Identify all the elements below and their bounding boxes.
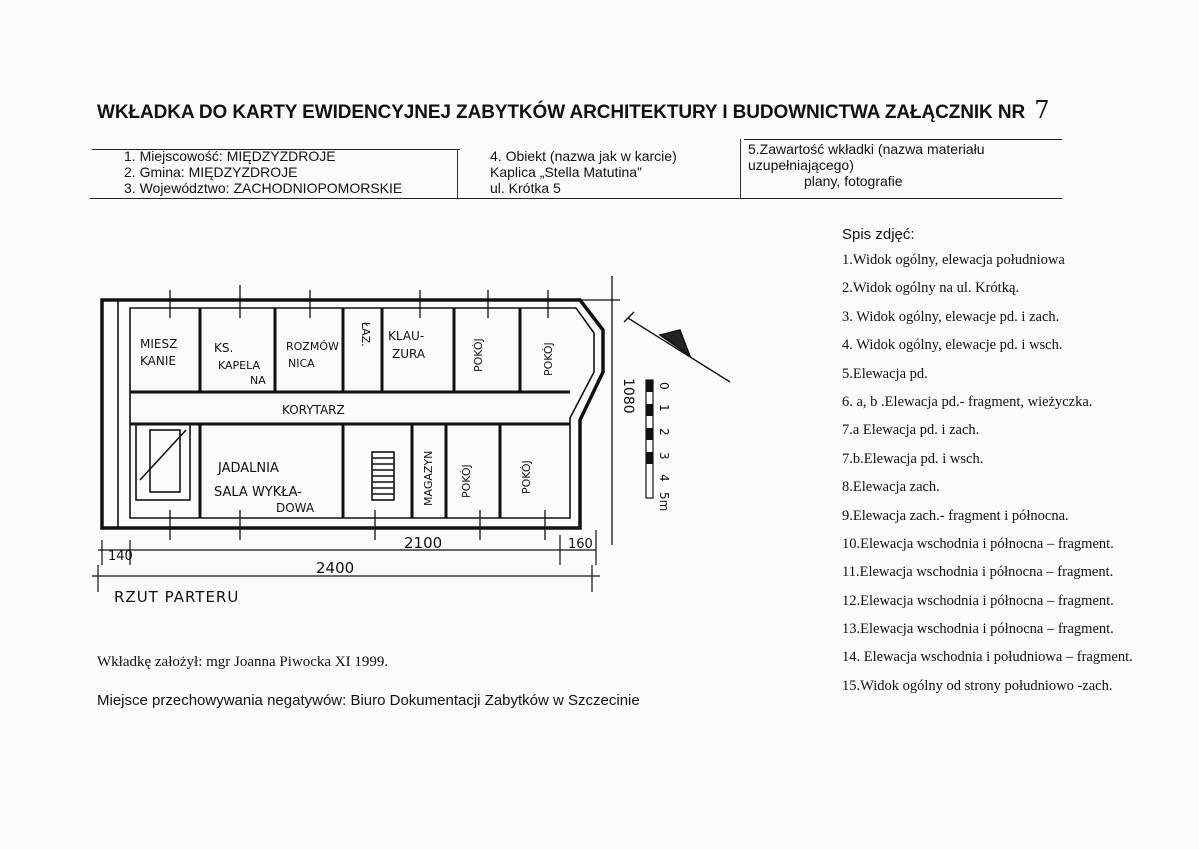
attachment-number: 7 xyxy=(1034,96,1050,124)
scale-labels xyxy=(657,382,671,511)
title-text: WKŁADKA DO KARTY EWIDENCYJNEJ ZABYTKÓW ARCHITEKTURY I BUDOWNICTWA ZAŁĄCZNIK NR xyxy=(97,102,1026,123)
north-arrow-icon xyxy=(624,312,730,382)
room-label: KAPELA xyxy=(218,359,261,372)
scale-label: 3 xyxy=(657,452,671,460)
header-object-name: Kaplica „Stella Matutina” xyxy=(490,164,642,180)
photo-list-item: 13.Elewacja wschodnia i północna – fragment. xyxy=(842,621,1114,638)
scale-label: 2 xyxy=(657,428,671,436)
room-label: SALA WYKŁA- xyxy=(214,485,302,500)
plan-axis-ticks xyxy=(170,276,620,545)
photo-list-title: Spis zdjęć: xyxy=(842,226,915,243)
photo-list-item: 14. Elewacja wschodnia i południowa – fragment. xyxy=(842,649,1133,666)
scale-label: 5m xyxy=(657,492,671,512)
dimension-label: 160 xyxy=(568,537,593,552)
room-label: KORYTARZ xyxy=(282,403,345,417)
header-contents-label-2: uzupełniającego) xyxy=(748,157,854,173)
dimension-label: 2100 xyxy=(404,534,443,552)
scale-bar-icon xyxy=(646,380,653,498)
header-voivodeship: 3. Województwo: ZACHODNIOPOMORSKIE xyxy=(124,180,403,196)
header-object-label: 4. Obiekt (nazwa jak w karcie) xyxy=(490,148,677,164)
author-line: Wkładkę założył: mgr Joanna Piwocka XI 1999. xyxy=(97,654,389,670)
header-object-address: ul. Krótka 5 xyxy=(490,180,561,196)
photo-list-item: 5.Elewacja pd. xyxy=(842,365,928,382)
photo-list-item: 11.Elewacja wschodnia i północna – fragment. xyxy=(842,564,1114,581)
room-label: KANIE xyxy=(140,354,176,368)
photo-list-item: 12.Elewacja wschodnia i północna – fragment. xyxy=(842,592,1114,609)
scale-label: 4 xyxy=(657,474,671,482)
room-label: ŁAZ. xyxy=(359,322,372,347)
room-label: MAGAZYN xyxy=(422,450,435,506)
header-contents-label: 5.Zawartość wkładki (nazwa materiału xyxy=(748,141,985,157)
plan-caption: RZUT PARTERU xyxy=(114,588,240,606)
room-label: POKÓJ xyxy=(520,460,533,494)
photo-list-item: 1.Widok ogólny, elewacja południowa xyxy=(842,252,1065,268)
photo-list xyxy=(842,250,1133,704)
dimension-label: 1080 xyxy=(620,378,636,414)
room-label: KLAU- xyxy=(388,329,425,343)
room-label: POKÓJ xyxy=(460,464,473,498)
room-label: ZURA xyxy=(392,347,426,361)
room-label: ROZMÓW xyxy=(286,340,339,353)
header-column-contents xyxy=(748,141,985,189)
floor-plan-drawing xyxy=(0,0,760,620)
photo-list-item: 8.Elewacja zach. xyxy=(842,479,940,496)
photo-list-item: 6. a, b .Elewacja pd.- fragment, wieżyczka. xyxy=(842,393,1093,410)
room-label: POKÓJ xyxy=(542,342,555,376)
scale-label: 0 xyxy=(657,382,671,390)
photo-list-item: 7.b.Elewacja pd. i wsch. xyxy=(842,450,984,467)
photo-list-item: 10.Elewacja wschodnia i północna – fragment. xyxy=(842,535,1114,552)
scale-label: 1 xyxy=(657,404,671,412)
room-label: JADALNIA xyxy=(218,461,279,476)
photo-list-item: 4. Widok ogólny, elewacje pd. i wsch. xyxy=(842,337,1063,354)
photo-list-item: 3. Widok ogólny, elewacje pd. i zach. xyxy=(842,308,1060,325)
room-label: DOWA xyxy=(276,501,315,515)
photo-list-item: 2.Widok ogólny na ul. Krótką. xyxy=(842,280,1020,297)
photo-list-item: 9.Elewacja zach.- fragment i północna. xyxy=(842,507,1069,524)
room-label: NICA xyxy=(288,357,315,370)
dimension-label: 140 xyxy=(108,549,133,564)
storage-line: Miejsce przechowywania negatywów: Biuro Dokumentacji Zabytków w Szczecinie xyxy=(97,692,640,709)
room-labels xyxy=(140,321,555,515)
header-locality: 1. Miejscowość: MIĘDZYZDROJE xyxy=(124,148,336,164)
header-contents-value: plany, fotografie xyxy=(804,173,903,189)
room-label: KS. xyxy=(214,341,234,355)
room-label: POKÓJ xyxy=(472,338,485,372)
dimension-label: 2400 xyxy=(316,559,355,577)
photo-list-item: 15.Widok ogólny od strony południowo -zach. xyxy=(842,677,1113,694)
header-top-rule-right xyxy=(744,139,1062,140)
room-label: NA xyxy=(250,374,266,387)
room-label: MIESZ xyxy=(140,337,178,351)
header-commune: 2. Gmina: MIĘDZYZDROJE xyxy=(124,164,298,180)
photo-list-item: 7.a Elewacja pd. i zach. xyxy=(842,422,980,439)
